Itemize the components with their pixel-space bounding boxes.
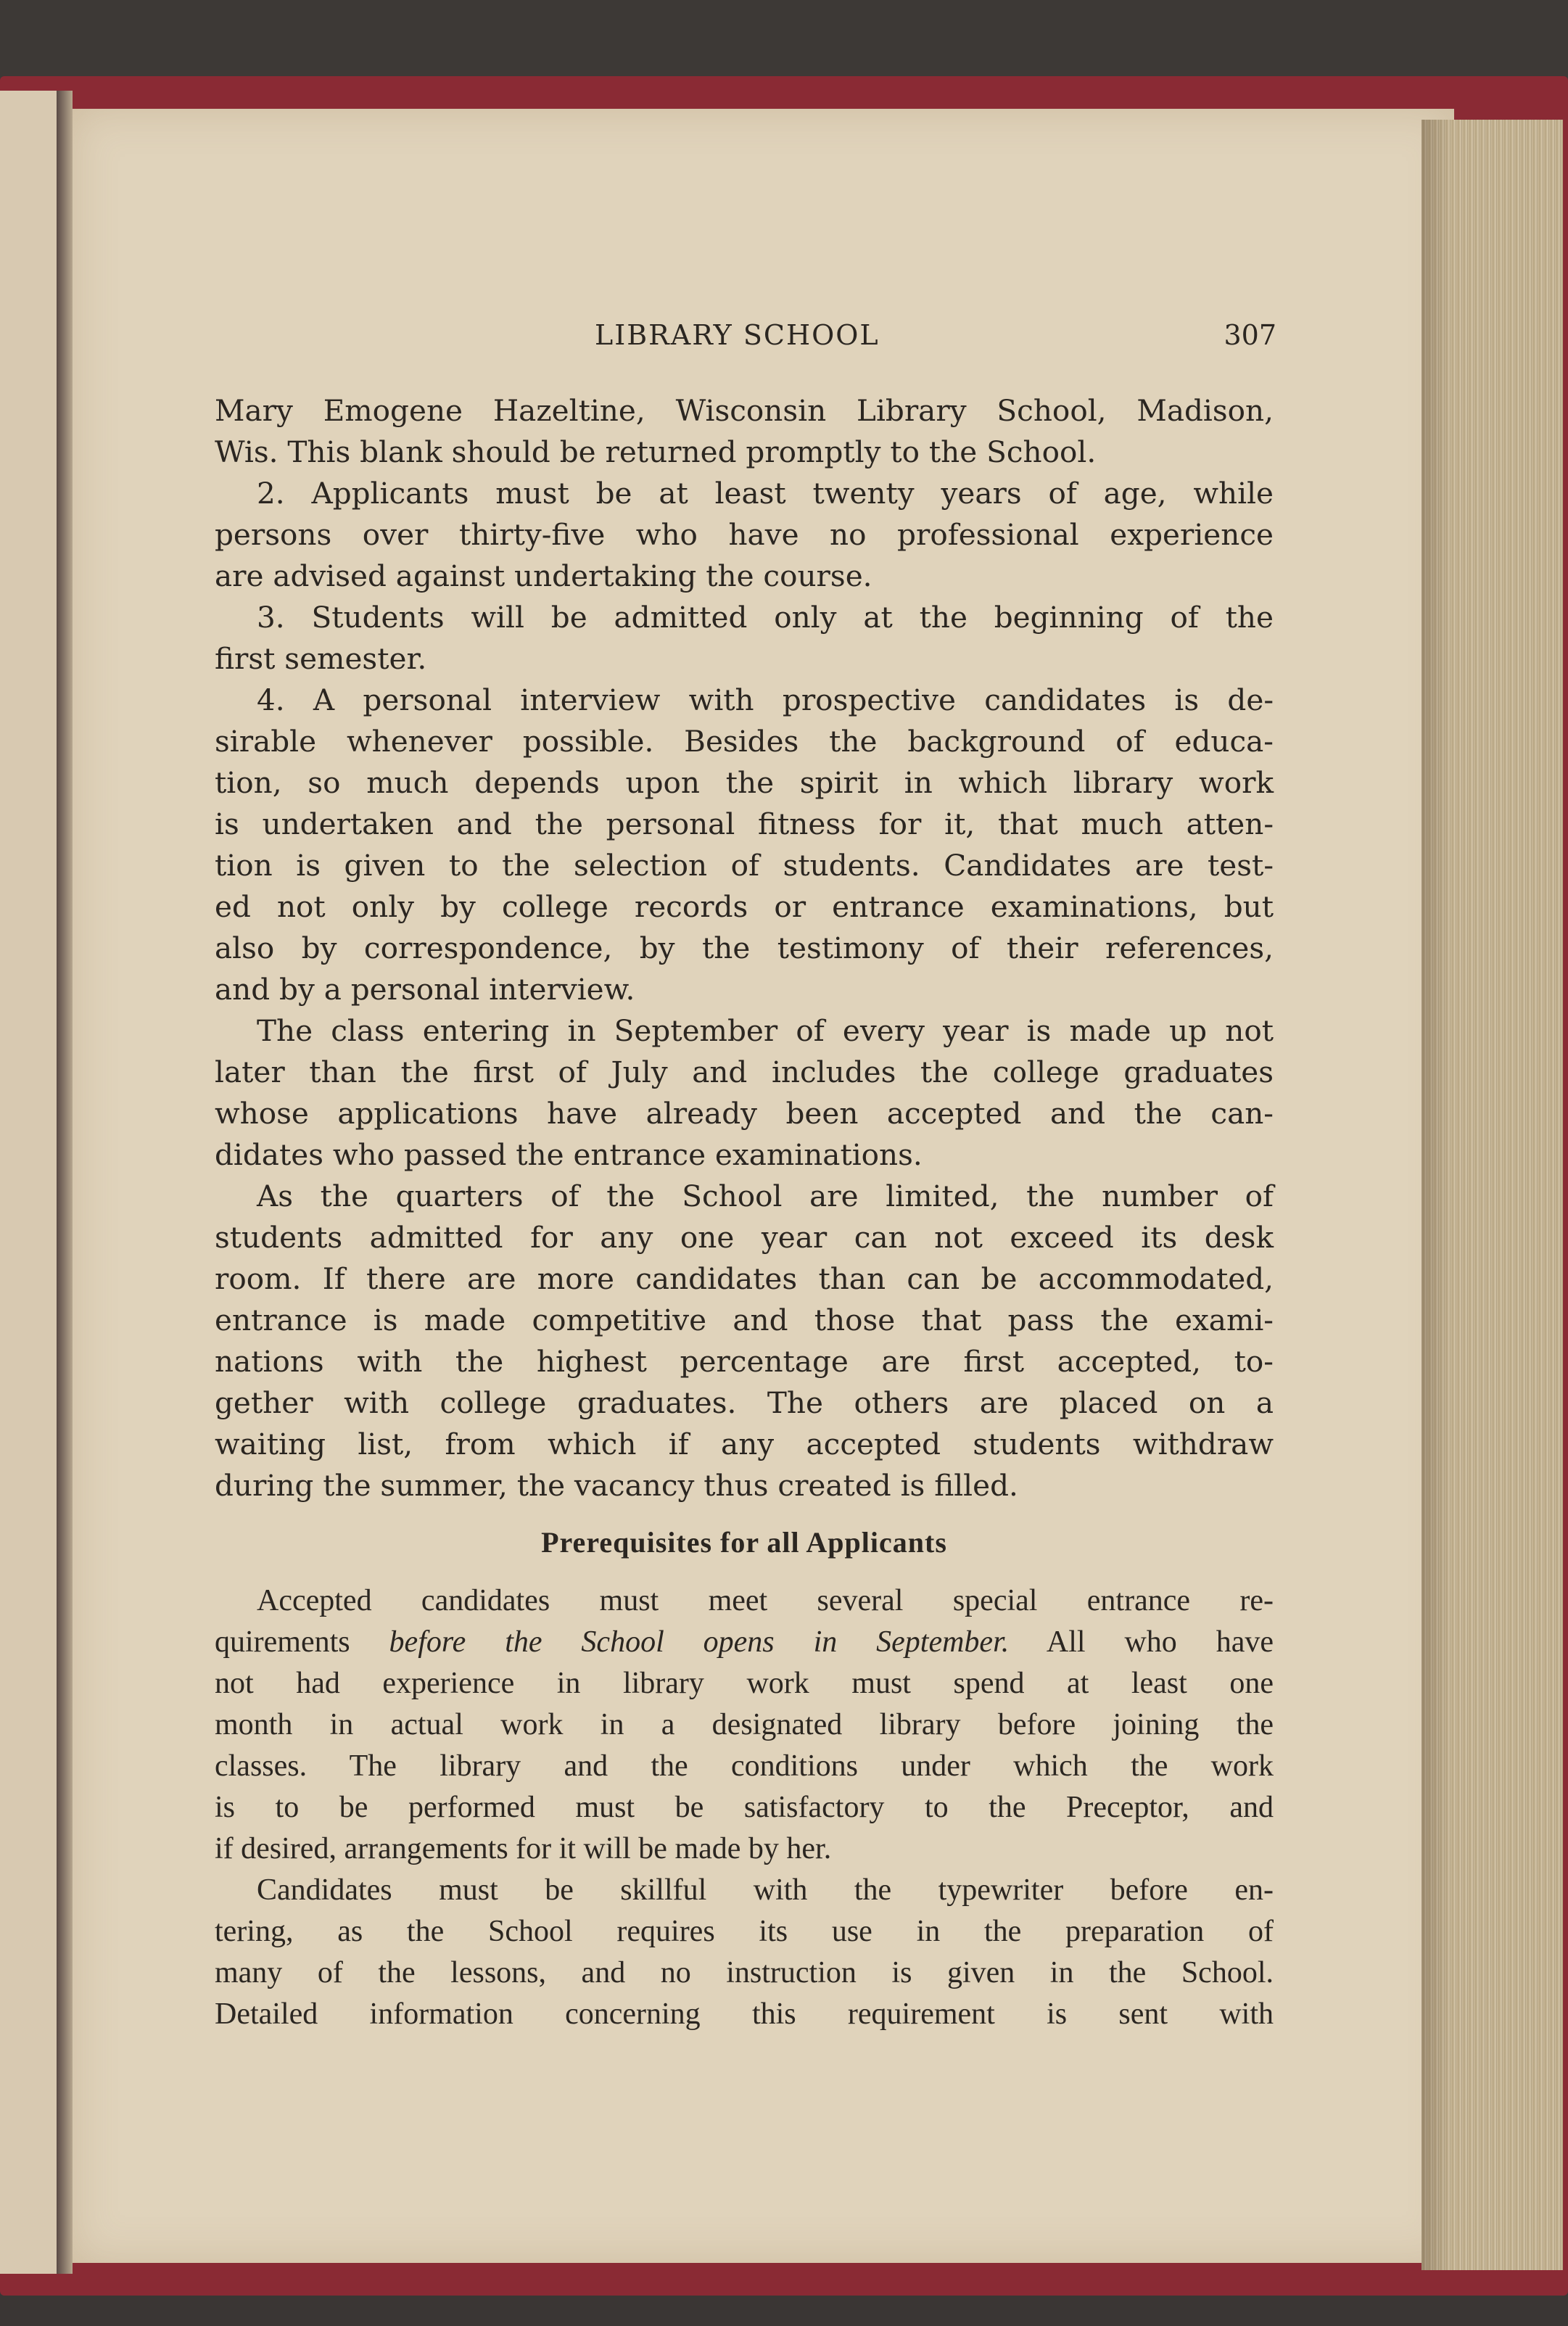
text-line: gether with college graduates. The others are placed on a: [215, 1385, 1274, 1420]
text-line: tion, so much depends upon the spirit in which library work: [215, 765, 1274, 800]
text-line: is undertaken and the personal fitness for it, that much atten-: [215, 807, 1274, 841]
running-head: LIBRARY SCHOOL: [595, 319, 880, 351]
page-fore-edge-shadow: [1421, 120, 1451, 2270]
text-span: quirements: [215, 1625, 389, 1659]
text-line: Detailed information concerning this requirement is sent with: [215, 1997, 1274, 2031]
text-line: and by a personal interview.: [215, 972, 635, 1007]
text-line: 3. Students will be admitted only at the beginning of the: [257, 600, 1274, 635]
text-line: Wis. This blank should be returned promptly to the School.: [215, 434, 1097, 469]
text-line: not had experience in library work must spend at least one: [215, 1667, 1274, 1700]
book-gutter: [57, 91, 73, 2274]
text-line: tering, as the School requires its use in the preparation of: [215, 1915, 1274, 1948]
text-line: nations with the highest percentage are first accepted, to-: [215, 1344, 1274, 1379]
text-line: The class entering in September of every year is made up not: [257, 1013, 1274, 1048]
facing-page-edge: [0, 91, 57, 2274]
text-line: classes. The library and the conditions under which the work: [215, 1749, 1274, 1783]
text-line: persons over thirty-five who have no professional experience: [215, 517, 1274, 552]
text-line: 2. Applicants must be at least twenty years of age, while: [257, 476, 1274, 511]
italic-phrase: before the School opens in September.: [389, 1625, 1010, 1659]
text-line: room. If there are more candidates than can be accommodated,: [215, 1261, 1274, 1296]
text-line: during the summer, the vacancy thus created is filled.: [215, 1468, 1018, 1503]
text-line: As the quarters of the School are limited, the number of: [257, 1179, 1274, 1213]
text-line: sirable whenever possible. Besides the background of educa-: [215, 724, 1274, 759]
text-line: 4. A personal interview with prospective candidates is de-: [257, 682, 1274, 717]
text-line: later than the first of July and includes the college graduates: [215, 1055, 1274, 1089]
page-number: 307: [1224, 319, 1276, 351]
page-header: [218, 319, 1276, 363]
text-line: first semester.: [215, 641, 427, 676]
text-line: many of the lessons, and no instruction is given in the School.: [215, 1956, 1274, 1989]
section-prerequisites: [215, 1580, 1274, 2035]
text-line: whose applications have already been accepted and the can-: [215, 1096, 1274, 1131]
text-line: month in actual work in a designated library before joining the: [215, 1708, 1274, 1741]
section-heading: Prerequisites for all Applicants: [541, 1526, 947, 1559]
section-admission: [215, 390, 1274, 1506]
text-line: didates who passed the entrance examinations.: [215, 1137, 923, 1172]
text-line: waiting list, from which if any accepted students withdraw: [215, 1427, 1274, 1461]
text-line: is to be performed must be satisfactory to the Preceptor, and: [215, 1791, 1274, 1824]
text-line: entrance is made competitive and those that pass the exami-: [215, 1303, 1274, 1337]
text-line: Mary Emogene Hazeltine, Wisconsin Library School, Madison,: [215, 393, 1274, 428]
text-line: also by correspondence, by the testimony of their references,: [215, 931, 1274, 965]
text-line: are advised against undertaking the course.: [215, 558, 872, 593]
scan-background: [0, 0, 1568, 87]
page-body: [215, 390, 1274, 2035]
text-line: tion is given to the selection of students. Candidates are test-: [215, 848, 1274, 883]
text-line: ed not only by college records or entrance examinations, but: [215, 889, 1274, 924]
text-line: Candidates must be skillful with the typewriter before en-: [257, 1873, 1274, 1907]
text-line: if desired, arrangements for it will be made by her.: [215, 1832, 832, 1865]
text-span: All who have: [1009, 1625, 1274, 1659]
text-line: Accepted candidates must meet several special entrance re-: [257, 1584, 1274, 1617]
text-line: students admitted for any one year can not exceed its desk: [215, 1220, 1274, 1255]
text-line: [215, 1622, 1274, 1663]
